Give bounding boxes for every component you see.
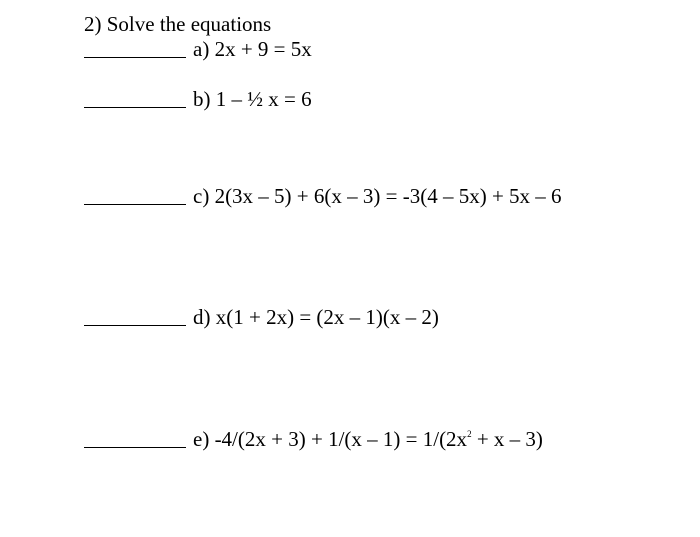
problem-e [84,426,684,452]
equation-e-end: + x – 3) [471,427,543,451]
problem-b [84,86,684,112]
equation-c: c) 2(3x – 5) + 6(x – 3) = -3(4 – 5x) + 5x – 6 [193,184,562,208]
answer-blank-c[interactable] [84,204,186,205]
problem-c [84,183,684,209]
equation-a: a) 2x + 9 = 5x [193,37,312,61]
equation-e-start: e) -4/(2x + 3) + 1/(x – 1) = 1/(2x [193,427,468,451]
answer-blank-b[interactable] [84,107,186,108]
equation-b: b) 1 – ½ x = 6 [193,87,312,111]
problem-d [84,304,684,330]
answer-blank-d[interactable] [84,325,186,326]
problem-a [84,36,684,62]
equation-e [193,426,543,452]
section-heading: 2) Solve the equations [84,12,272,36]
answer-blank-a[interactable] [84,57,186,58]
equation-d: d) x(1 + 2x) = (2x – 1)(x – 2) [193,305,439,329]
answer-blank-e[interactable] [84,447,186,448]
equation-e-exponent: 2 [467,429,472,439]
